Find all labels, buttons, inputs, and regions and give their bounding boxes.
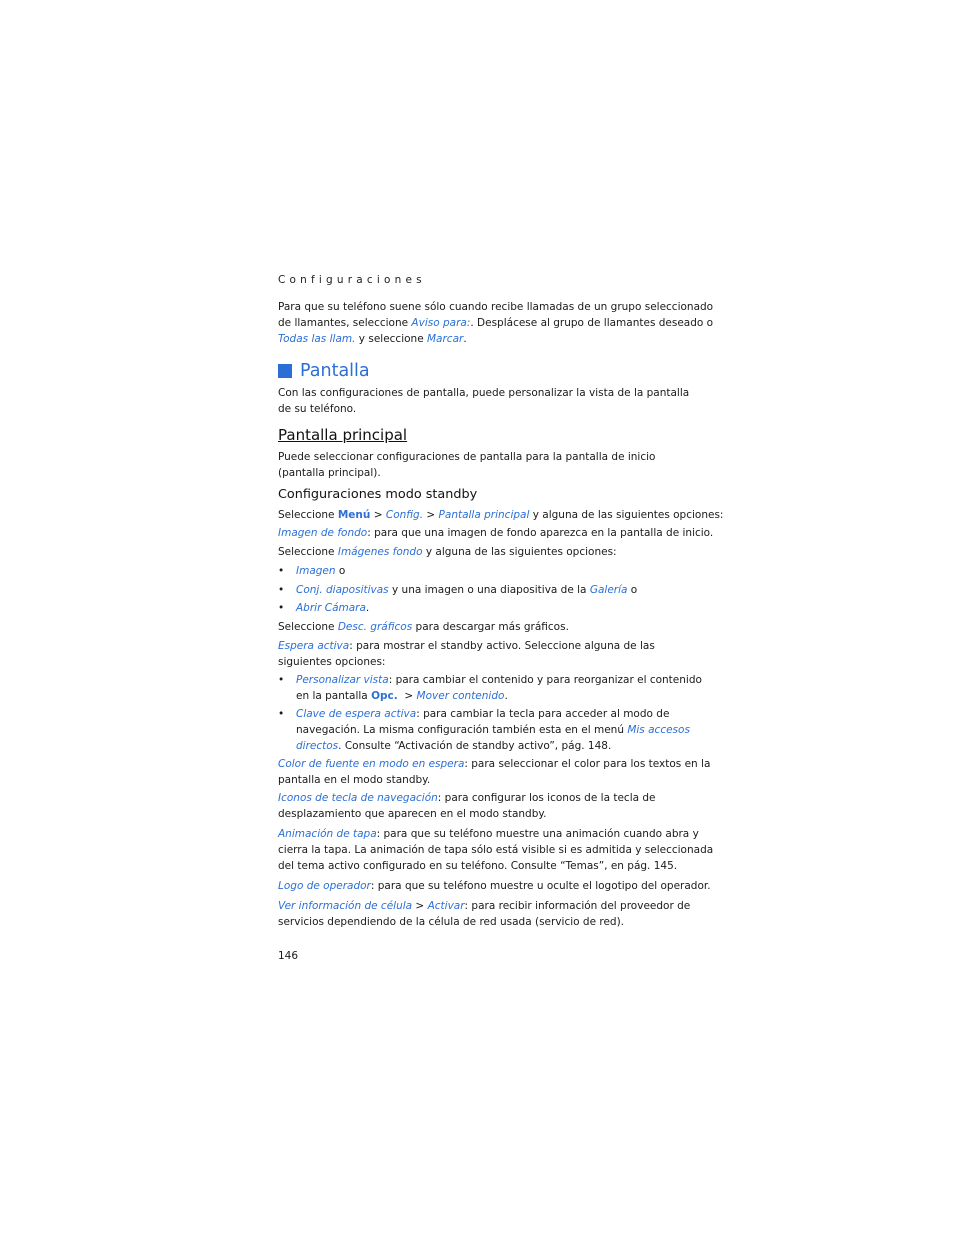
menu-link-mis-accesos: Mis accesos [627, 724, 690, 736]
bullet-dot: • [278, 708, 285, 720]
desc-graficos-line: Seleccione Desc. gráficos para descargar más gráficos. [278, 621, 569, 633]
menu-link-config: Config. [385, 509, 424, 521]
running-header: Configuraciones [278, 274, 426, 286]
menu-link-iconos-de-tecla: Iconos de tecla de navegación [278, 792, 438, 804]
menu-link-mover-contenido: Mover contenido [416, 690, 505, 702]
imagenes-fondo-line: Seleccione Imágenes fondo y alguna de las siguientes opciones: [278, 546, 617, 558]
menu-link-conj-diapositivas: Conj. diapositivas [296, 584, 389, 596]
intro-line: Para que su teléfono suene sólo cuando recibe llamadas de un grupo seleccionado [278, 301, 714, 313]
menu-link-desc-graficos: Desc. gráficos [337, 621, 413, 633]
bullet-dot: • [278, 674, 285, 686]
intro-line: Todas las llam. y seleccione Marcar. [278, 333, 467, 345]
bullet-dot: • [278, 602, 285, 614]
menu-link-pantalla-principal: Pantalla principal [438, 509, 530, 521]
option-imagen-de-fondo: Imagen de fondo: para que una imagen de fondo aparezca en la pantalla de inicio. [278, 527, 714, 539]
menu-link-imagen: Imagen [296, 565, 336, 577]
menu-link-espera-activa: Espera activa [278, 640, 350, 652]
subsubsection-title: Configuraciones modo standby [278, 487, 478, 502]
menu-link-galeria: Galería [589, 584, 628, 596]
page-number: 146 [278, 950, 299, 962]
bullet-dot: • [278, 565, 285, 577]
subsection-description: Puede seleccionar configuraciones de pantalla para la pantalla de inicio (pantalla principal). [278, 451, 656, 479]
menu-key-menu: Menú [337, 509, 371, 521]
list-item: Imagen o [296, 565, 346, 577]
menu-link-personalizar-vista: Personalizar vista [296, 674, 389, 686]
option-animacion-de-tapa: Animación de tapa: para que su teléfono muestre una animación cuando abra y cierra la tapa. La animación de tapa sólo está visible si es admitida y seleccionada del tema activo configurado en su teléfono. Consulte “Temas”, en pág. 145. [278, 828, 714, 872]
section-square-icon [278, 364, 292, 378]
menu-link-marcar: Marcar [427, 333, 464, 345]
list-item: Conj. diapositivas y una imagen o una diapositiva de la Galería o [296, 584, 638, 596]
select-path-line: Seleccione Menú > Config. > Pantalla principal y alguna de las siguientes opciones: [278, 509, 724, 521]
menu-link-clave-de-espera-activa: Clave de espera activa [296, 708, 417, 720]
option-ver-informacion-de-celula: Ver información de célula > Activar: para recibir información del proveedor de servicios dependiendo de la célula de red usada (servicio de red). [278, 900, 691, 928]
section-title: Pantalla [300, 361, 370, 381]
menu-link-imagen-de-fondo: Imagen de fondo [278, 527, 368, 539]
menu-link-directos: directos [296, 740, 339, 752]
list-item: Abrir Cámara. [296, 602, 370, 614]
option-espera-activa: Espera activa: para mostrar el standby activo. Seleccione alguna de las siguientes opciones: [278, 640, 655, 668]
bullet-dot: • [278, 584, 285, 596]
menu-link-todas-las-llam: Todas las llam. [278, 333, 356, 345]
menu-link-logo-de-operador: Logo de operador [278, 880, 371, 892]
option-logo-de-operador: Logo de operador: para que su teléfono muestre u oculte el logotipo del operador. [278, 880, 711, 892]
menu-link-abrir-camara: Abrir Cámara [296, 602, 366, 614]
menu-link-activar: Activar [427, 900, 465, 912]
intro-paragraph [278, 299, 713, 347]
list-item: Clave de espera activa: para cambiar la tecla para acceder al modo de navegación. La misma configuración también esta en el menú Mis accesos directos. Consulte “Activación de standby activo”, pág. 148. [296, 708, 690, 752]
option-color-de-fuente: Color de fuente en modo en espera: para seleccionar el color para los textos en la pantalla en el modo standby. [278, 758, 711, 786]
menu-link-ver-informacion-de-celula: Ver información de célula [278, 900, 413, 912]
menu-link-color-de-fuente: Color de fuente en modo en espera [278, 758, 465, 770]
menu-link-animacion-de-tapa: Animación de tapa [278, 828, 377, 840]
menu-link-imagenes-fondo: Imágenes fondo [337, 546, 423, 558]
subsection-title: Pantalla principal [278, 426, 408, 444]
menu-key-opc: Opc. [371, 690, 398, 702]
section-heading [278, 359, 370, 383]
list-item: Personalizar vista: para cambiar el contenido y para reorganizar el contenido en la pantalla Opc. > Mover contenido. [296, 674, 702, 702]
intro-line: de llamantes, seleccione Aviso para:. Desplácese al grupo de llamantes deseado o [278, 317, 714, 329]
section-description: Con las configuraciones de pantalla, puede personalizar la vista de la pantalla de su teléfono. [278, 387, 690, 415]
menu-link-aviso-para: Aviso para: [411, 317, 471, 329]
option-iconos-de-tecla: Iconos de tecla de navegación: para configurar los iconos de la tecla de desplazamiento que aparecen en el modo standby. [278, 792, 656, 820]
